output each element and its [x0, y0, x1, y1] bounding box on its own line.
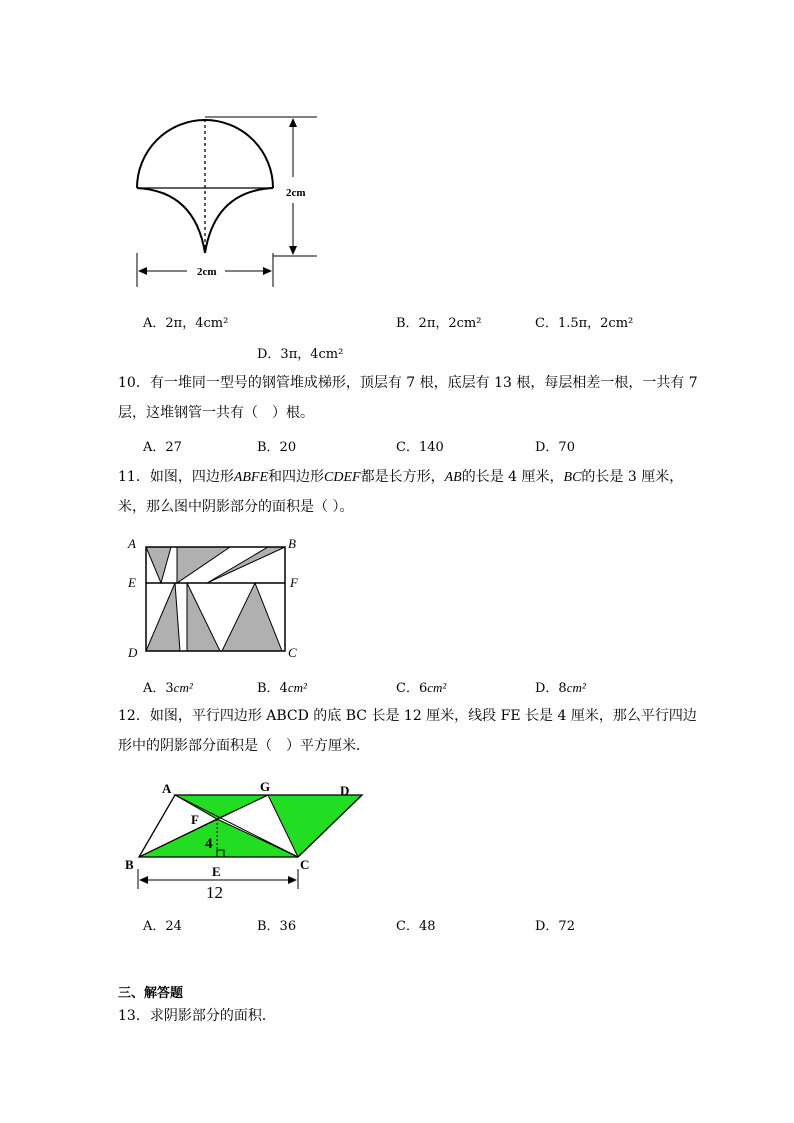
q11-shaded-regions: [146, 547, 285, 651]
q9-height-label: 2cm: [286, 187, 306, 199]
q12-base-label: 12: [206, 883, 223, 902]
q12-label-c: C: [300, 857, 310, 872]
q9-option-a[interactable]: A．2π，4cm²: [143, 316, 229, 331]
q12-height-label: 4: [205, 836, 213, 852]
q12-figure: [120, 773, 370, 908]
q11-option-d[interactable]: D．8cm²: [535, 680, 586, 696]
q11-text-line2: 米，那么图中阴影部分的面积是（ ）。: [118, 499, 354, 515]
q11-figure: [120, 533, 310, 663]
q9-figure: [125, 105, 335, 295]
q10-text-line1: 10．有一堆同一型号的钢管堆成梯形，顶层有 7 根，底层有 13 根，每层相差一根，一共有 7: [118, 375, 698, 391]
q12-text-line2: 形中的阴影部分面积是（ ）平方厘米．: [118, 738, 370, 754]
q12-option-c[interactable]: C．48: [396, 919, 436, 934]
section-title: 三、解答题: [118, 986, 184, 1001]
q12-text-line1: 12．如图，平行四边形 ABCD 的底 BC 长是 12 厘米，线段 FE 长是 4 厘米，那么平行四边: [118, 708, 697, 724]
q10-option-c[interactable]: C．140: [396, 440, 444, 455]
q9-width-label: 2cm: [197, 266, 217, 278]
q11-option-b[interactable]: B．4cm²: [257, 680, 307, 696]
q11-label-f: F: [290, 575, 298, 590]
q11-option-c[interactable]: C．6cm²: [396, 680, 447, 696]
q11-label-c: C: [288, 645, 297, 660]
q9-option-c[interactable]: C．1.5π，2cm²: [535, 316, 634, 331]
q11-option-a[interactable]: A．3cm²: [143, 680, 193, 696]
q10-option-d[interactable]: D．70: [535, 440, 575, 455]
q12-option-b[interactable]: B．36: [257, 919, 297, 934]
q13-text: 13．求阴影部分的面积．: [118, 1008, 276, 1024]
q12-option-a[interactable]: A．24: [143, 919, 182, 934]
q11-label-e: E: [128, 575, 136, 590]
q9-option-d[interactable]: D．3π，4cm²: [257, 347, 344, 362]
q11-label-a: A: [128, 536, 136, 551]
q10-option-b[interactable]: B．20: [257, 440, 297, 455]
q9-option-b[interactable]: B．2π，2cm²: [396, 316, 482, 331]
q12-label-f: F: [191, 812, 199, 827]
q10-text-line2: 层，这堆钢管一共有（ ）根。: [118, 405, 314, 421]
q12-label-e: E: [212, 864, 221, 879]
q12-label-a: A: [162, 781, 172, 796]
q12-label-g: G: [260, 779, 271, 794]
q10-option-a[interactable]: A．27: [143, 440, 182, 455]
q12-shaded-regions: [139, 795, 362, 857]
q12-label-b: B: [125, 857, 134, 872]
q12-option-d[interactable]: D．72: [535, 919, 575, 934]
q12-label-d: D: [340, 783, 350, 798]
q11-text-line1: 11．如图，四边形ABFE和四边形CDEF都是长方形，AB的长是 4 厘米，BC的长是 3 厘米，: [118, 469, 684, 485]
q11-label-b: B: [288, 536, 296, 551]
q11-label-d: D: [128, 645, 138, 660]
